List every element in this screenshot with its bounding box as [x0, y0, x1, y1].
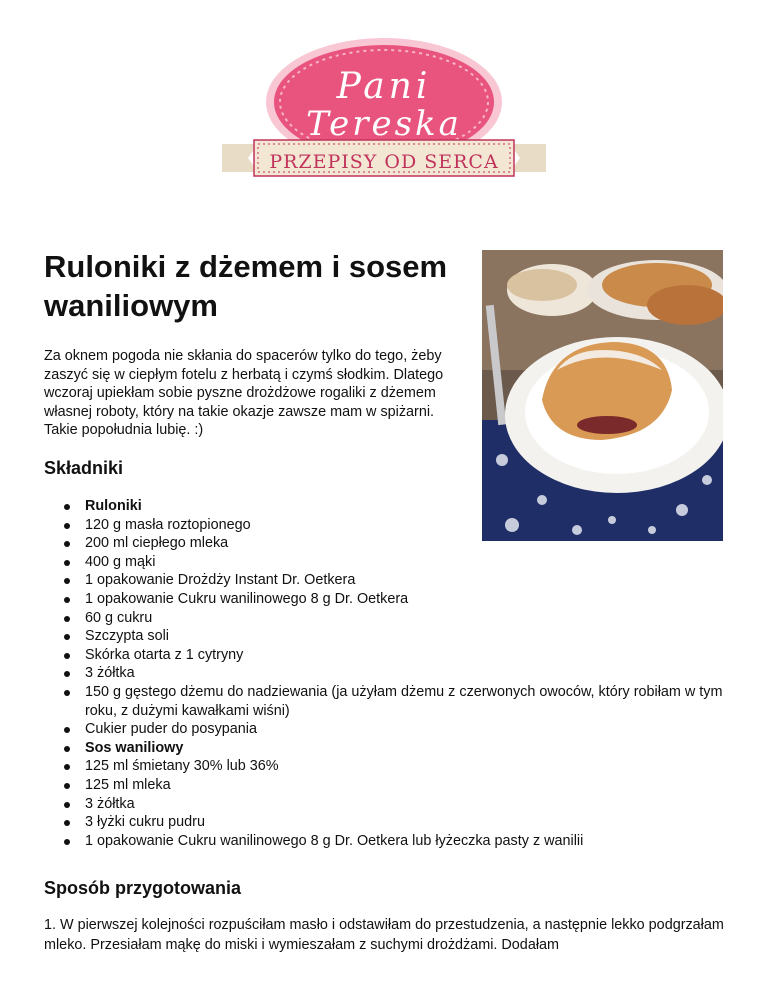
ingredients-heading: Składniki — [44, 458, 124, 478]
recipe-title: Ruloniki z dżemem i sosem waniliowym — [44, 249, 448, 323]
list-item: Skórka otarta z 1 cytryny — [44, 646, 724, 665]
method-step: 1. W pierwszej kolejności rozpuściłam masło i odstawiłam do przestudzenia, a następnie lekko podgrzałam mleko. Przesiałam mąkę do miski i wymieszałam z suchymi drożdżami. Dodałam — [44, 917, 724, 953]
list-item: 60 g cukru — [44, 609, 724, 628]
list-item: 150 g gęstego dżemu do nadziewania (ja użyłam dżemu z czerwonych owoców, który robiłam w tym roku, z dużymi kawałkami wiśni) — [44, 683, 724, 720]
list-item: 1 opakowanie Drożdży Instant Dr. Oetkera — [44, 571, 724, 590]
site-logo — [218, 36, 550, 196]
list-item: 1 opakowanie Cukru wanilinowego 8 g Dr. Oetkera — [44, 590, 724, 609]
list-item: 120 g masła roztopionego — [44, 516, 724, 535]
ingredients-list — [44, 497, 724, 850]
list-item: 125 ml mleka — [44, 776, 724, 795]
list-item: Szczypta soli — [44, 627, 724, 646]
list-item: Sos waniliowy — [44, 739, 724, 758]
logo-line-2: Tereska — [306, 104, 462, 144]
list-item: 1 opakowanie Cukru wanilinowego 8 g Dr. Oetkera lub łyżeczka pasty z wanilii — [44, 832, 724, 851]
list-item: 3 żółtka — [44, 795, 724, 814]
list-item: 3 łyżki cukru pudru — [44, 813, 724, 832]
list-item: Ruloniki — [44, 497, 724, 516]
method-heading: Sposób przygotowania — [44, 878, 242, 898]
list-item: Cukier puder do posypania — [44, 720, 724, 739]
logo-banner: PRZEPISY OD SERCA — [269, 151, 499, 173]
logo-line-1: Pani — [336, 66, 432, 107]
list-item: 400 g mąki — [44, 553, 724, 572]
list-item: 200 ml ciepłego mleka — [44, 534, 724, 553]
list-item: 125 ml śmietany 30% lub 36% — [44, 757, 724, 776]
list-item: 3 żółtka — [44, 664, 724, 683]
recipe-intro: Za oknem pogoda nie skłania do spacerów tylko do tego, żeby zaszyć się w ciepłym fotelu z herbatą i czymś słodkim. Dlatego wczoraj upiekłam sobie pyszne drożdżowe rogaliki z dżemem własnej roboty, który na takie okazje zawsze mam w spiżarni. Takie popołudnia lubię. :) — [44, 348, 444, 439]
